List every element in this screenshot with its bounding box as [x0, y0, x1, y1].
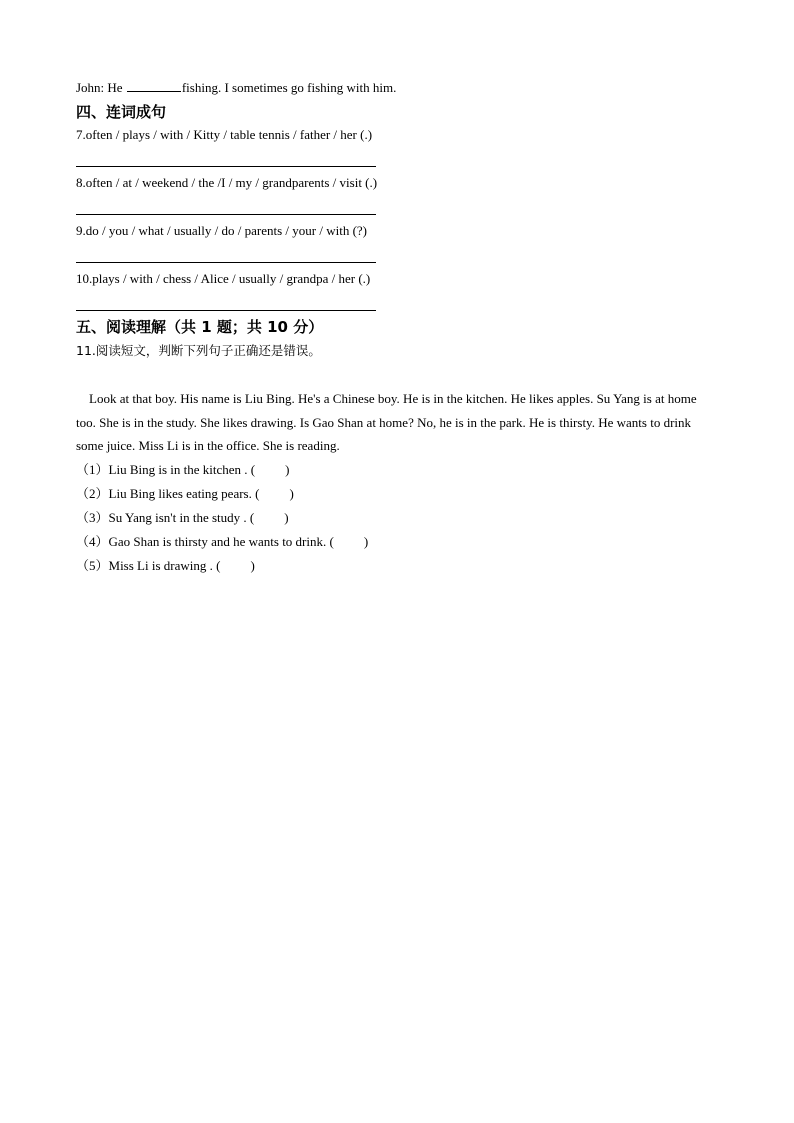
question-number: （4） [76, 534, 109, 549]
question-text: Gao Shan is thirsty and he wants to drink. ( [108, 534, 334, 549]
answer-line-8[interactable] [76, 214, 376, 215]
question-text: Miss Li is drawing . ( [108, 558, 221, 573]
question-item-3 [76, 509, 289, 527]
answer-line-10[interactable] [76, 310, 376, 311]
question-close: ) [363, 534, 369, 549]
question-number: （2） [76, 486, 109, 501]
question-item-4 [76, 533, 368, 551]
answer-line-7[interactable] [76, 166, 376, 167]
dialog-line [76, 79, 396, 97]
question-number: （5） [76, 558, 109, 573]
sentence-item-9: 9.do / you / what / usually / do / parents / your / with (?) [76, 223, 368, 238]
question-text: Liu Bing likes eating pears. ( [108, 486, 260, 501]
question-close: ) [250, 558, 255, 573]
sentence-item-7: 7.often / plays / with / Kitty / table tennis / father / her (.) [76, 127, 373, 142]
fill-blank[interactable] [127, 79, 181, 92]
question-text: Su Yang isn't in the study . ( [108, 510, 255, 525]
section-5-instruction: 11.阅读短文，判断下列句子正确还是错误。 [76, 343, 321, 358]
question-number: （3） [76, 510, 109, 525]
section-5-title: 五、阅读理解（共 1 题；共 10 分） [76, 318, 324, 336]
question-close: ) [284, 510, 289, 525]
dialog-text-after: fishing. I sometimes go fishing with him. [181, 80, 397, 95]
question-close: ) [285, 462, 290, 477]
question-item-5 [76, 557, 255, 575]
reading-passage: Look at that boy. His name is Liu Bing. He's a Chinese boy. He is in the kitchen. He likes apples. Su Yang is at home too. She is in the study. She likes drawing. Is Gao Shan at home? No, he is in the park. He is thirsty. He wants to drink some juice. Miss Li is in the office. She is reading. [76, 391, 697, 453]
sentence-item-8: 8.often / at / weekend / the /I / my / grandparents / visit (.) [76, 175, 378, 190]
question-text: Liu Bing is in the kitchen . ( [108, 462, 256, 477]
sentence-item-10: 10.plays / with / chess / Alice / usually / grandpa / her (.) [76, 271, 371, 286]
question-number: （1） [76, 462, 109, 477]
question-item-1 [76, 461, 289, 479]
section-4-title: 四、连词成句 [76, 103, 167, 121]
dialog-text-before: John: He [76, 80, 126, 95]
answer-line-9[interactable] [76, 262, 376, 263]
question-item-2 [76, 485, 294, 503]
question-close: ) [289, 486, 294, 501]
